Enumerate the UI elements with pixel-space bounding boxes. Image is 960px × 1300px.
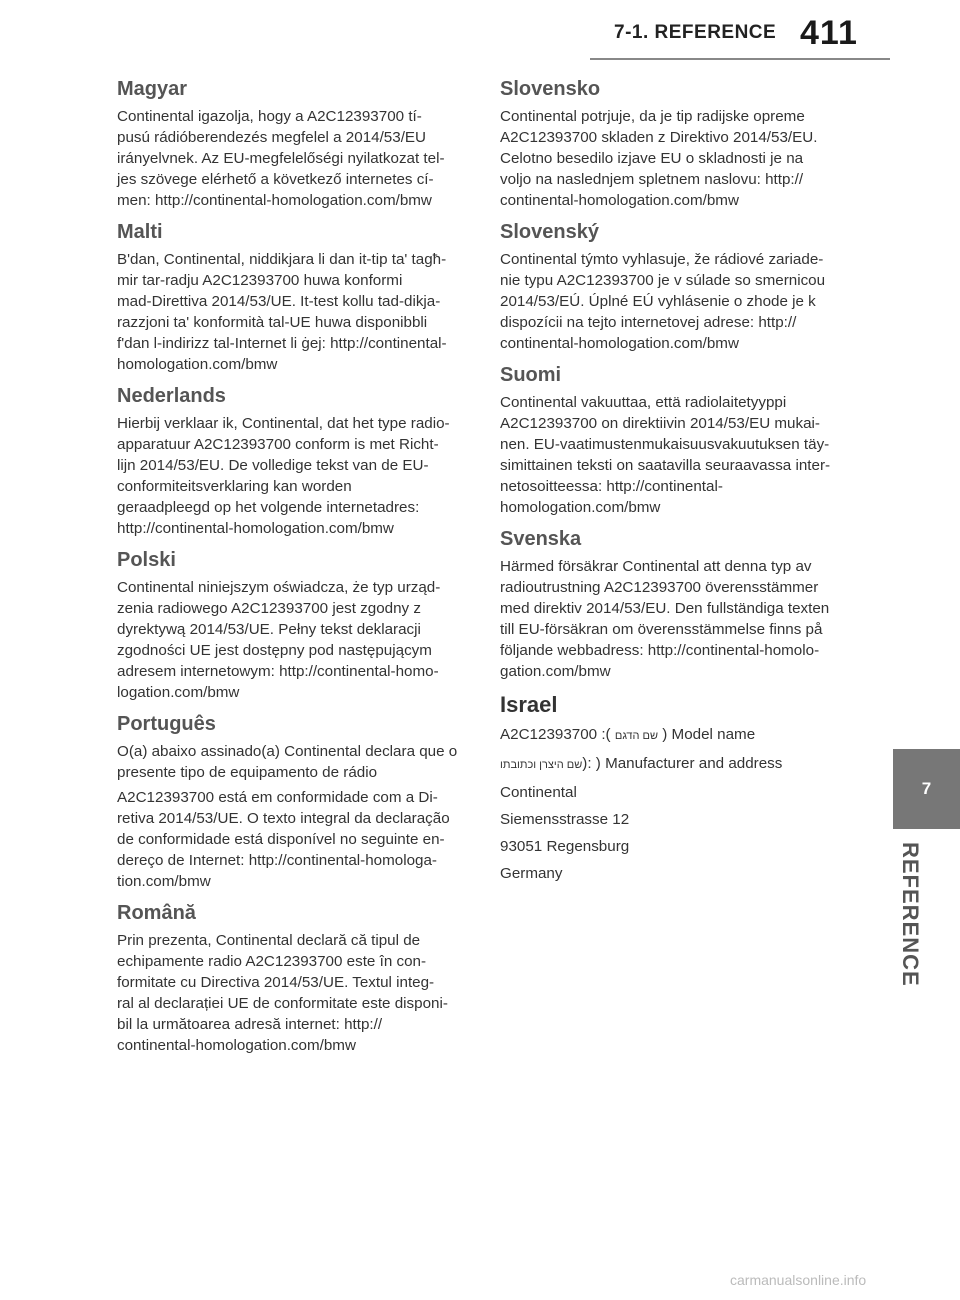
section-text: A2C12393700 está em conformidade com a Di- retiva 2014/53/UE. O texto integral da declaração de conformidade está disponível no seguinte en- dereço de Internet: http://continental-homologa- tion.com/bmw — [117, 789, 450, 890]
section-text: Continental týmto vyhlasuje, že rádiové zariade- nie typu A2C12393700 je v súlade so smernicou 2014/53/EÚ. Úplné EÚ vyhlásenie o zhode je k dispozícii na tejto internetovej adrese: http:// continental-homologation.com/bmw — [500, 251, 826, 352]
section-text: Hierbij verklaar ik, Continental, dat het type radio- apparatuur A2C12393700 conform is met Richt- lijn 2014/53/EU. De volledige tekst van de EU- conformiteitsverklaring kan worden geraadpleegd op het volgende internetadres: http://continental-homologation.com/bmw — [117, 415, 450, 537]
address-city: 93051 Regensburg — [500, 838, 630, 855]
model-number: A2C12393700 :( — [500, 726, 611, 743]
left-column — [117, 78, 463, 1066]
section-text: Continental igazolja, hogy a A2C12393700 tí- pusú rádióberendezés megfelel a 2014/53/EU irányelvnek. Az EU-megfelelőségi nyilatkozat tel- jes szövege elérhető a következő internetes cí- men: http://continental-homologation.com/bmw — [117, 108, 445, 209]
section-text: O(a) abaixo assinado(a) Continental declara que o presente tipo de equipamento de rádio — [117, 743, 458, 781]
section-romana — [117, 902, 463, 1056]
section-heading: Malti — [117, 221, 163, 243]
hebrew-manufacturer-label: שם היצרן וכתובתו — [500, 759, 583, 771]
section-malti — [117, 221, 463, 375]
hebrew-model-label: שם הדגם — [614, 730, 659, 742]
chapter-tab — [893, 749, 960, 829]
section-heading: Slovenský — [500, 221, 599, 243]
section-heading: Svenska — [500, 528, 582, 550]
model-name-line — [500, 724, 846, 747]
section-portugues — [117, 713, 463, 892]
section-heading: Slovensko — [500, 78, 601, 100]
section-heading: Israel — [500, 692, 558, 717]
section-title: 7-1. REFERENCE — [614, 22, 777, 43]
address-street: Siemensstrasse 12 — [500, 811, 630, 828]
section-text: Härmed försäkrar Continental att denna typ av radioutrustning A2C12393700 överensstämmer med direktiv 2014/53/EU. Den fullständiga texten till EU-försäkran om överensstämmelse finns på följande webbadress: http://continental-homolo- gation.com/bmw — [500, 558, 830, 680]
chapter-number: 7 — [921, 779, 932, 798]
address-company: Continental — [500, 784, 577, 801]
section-heading: Polski — [117, 549, 176, 571]
section-heading: Magyar — [117, 78, 188, 100]
section-heading: Português — [117, 713, 216, 735]
header-divider — [590, 58, 890, 60]
section-slovensky — [500, 221, 846, 354]
section-text: B'dan, Continental, niddikjara li dan it-tip ta' tagħ- mir tar-radju A2C12393700 huwa konformi mad-Direttiva 2014/53/UE. It-test kollu tad-dikja- razzjoni ta' konformità tal-UE huwa disponibbli f'dan l-indirizz tal-Internet li ġej: http://continental- homologation.com/bmw — [117, 251, 447, 373]
section-heading: Suomi — [500, 364, 562, 386]
watermark: carmanualsonline.info — [730, 1272, 867, 1288]
chapter-label: REFERENCE — [898, 842, 923, 987]
section-suomi — [500, 364, 846, 518]
section-magyar — [117, 78, 463, 211]
section-slovensko — [500, 78, 846, 211]
address-country: Germany — [500, 865, 563, 882]
manufacturer-label: ): ) Manufacturer and address — [582, 755, 783, 772]
section-israel — [500, 692, 846, 884]
section-text: Continental niniejszym oświadcza, że typ urząd- zenia radiowego A2C12393700 jest zgodny z dyrektywą 2014/53/UE. Pełny tekst deklaracji zgodności UE jest dostępny pod następującym adresem internetowym: http://continental-homo- logation.com/bmw — [117, 579, 441, 701]
section-text: Prin prezenta, Continental declară că tipul de echipamente radio A2C12393700 este în con- formitate cu Directiva 2014/53/UE. Textul integ- ral al declarației UE de conformitate este disponi- bil la următoarea adresă internet: http:// continental-homologation.com/bmw — [117, 932, 448, 1054]
page-header — [0, 0, 960, 70]
section-text: Continental potrjuje, da je tip radijske opreme A2C12393700 skladen z Direktivo 2014/53/EU. Celotno besedilo izjave EU o skladnosti je na voljo na naslednjem spletnem naslovu: http:// continental-homologation.com/bmw — [500, 108, 818, 209]
section-svenska — [500, 528, 846, 682]
section-heading: Română — [117, 902, 196, 924]
section-heading: Nederlands — [117, 385, 226, 407]
section-nederlands — [117, 385, 463, 539]
page-number: 411 — [800, 14, 858, 52]
section-polski — [117, 549, 463, 703]
manufacturer-line — [500, 753, 846, 776]
section-text: Continental vakuuttaa, että radiolaitetyyppi A2C12393700 on direktiivin 2014/53/EU mukai- nen. EU-vaatimustenmukaisuusvakuutuksen täy- simittainen teksti on saatavilla seuraavassa inter- netosoitteessa: http://continental- homologation.com/bmw — [500, 394, 831, 516]
model-name-label: ) Model name — [662, 726, 756, 743]
right-column — [500, 78, 846, 894]
